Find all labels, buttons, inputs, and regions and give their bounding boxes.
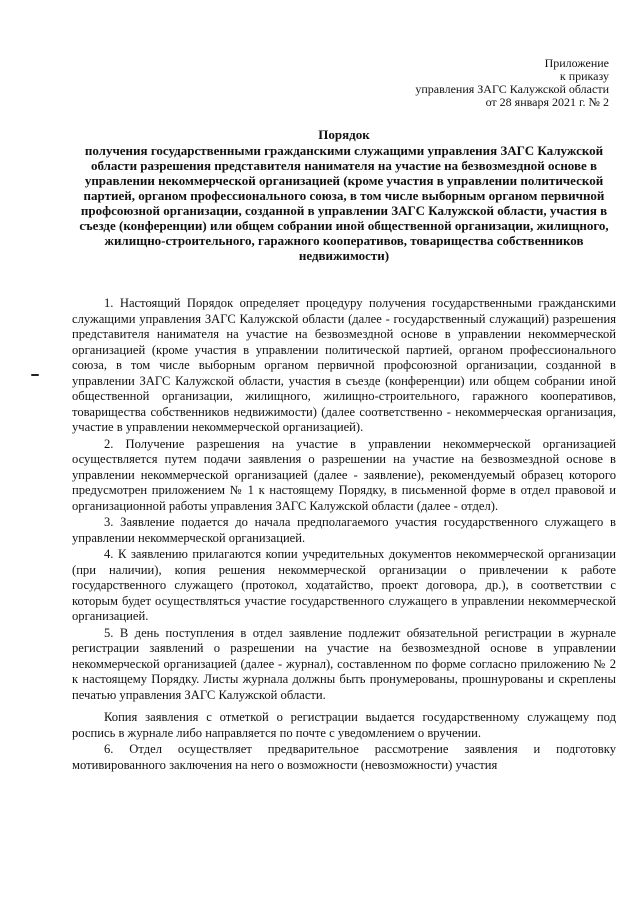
appendix-line: управления ЗАГС Калужской области	[415, 82, 609, 96]
scan-mark	[31, 374, 39, 376]
title-text: получения государственными гражданскими служащими управления ЗАГС Калужской области разрешения представителя нанимателя на участие на безвозмездной основе в управлении некоммерческой организацией (кроме участия в управлении политической партией, органом профессионального союза, в том числе выборным органом первичной профсоюзной организации, созданной в управлении ЗАГС Калужской области, участия в съезде (конференции) или общем собрании иной общественной организации, жилищного, жилищно-строительного, гаражного кооперативов, товарищества собственников недвижимости)	[79, 143, 609, 263]
paragraph: 4. К заявлению прилагаются копии учредительных документов некоммерческой организации (при наличии), копия решения некоммерческой организации о привлечении к работе государственного служащего (протокол, ходатайство, проект договора, др.), в соответствии с которым будет осуществляться участие государственного служащего в управлении некоммерческой организацией.	[72, 547, 616, 623]
paragraph: 5. В день поступления в отдел заявление подлежит обязательной регистрации в журнале регистрации заявлений о разрешении на участие на безвозмездной основе в управлении некоммерческой организацией (далее - журнал), составленном по форме согласно приложению № 2 к настоящему Порядку. Листы журнала должны быть пронумерованы, прошнурованы и скреплены печатью управления ЗАГС Калужской области.	[72, 625, 616, 702]
appendix-line: Приложение	[544, 56, 609, 70]
paragraph: 6. Отдел осуществляет предварительное рассмотрение заявления и подготовку мотивированного заключения на него о возможности (невозможности) участия	[72, 742, 616, 772]
paragraph: 1. Настоящий Порядок определяет процедуру получения государственными гражданскими служащими управления ЗАГС Калужской области (далее - государственный служащий) разрешения представителя нанимателя на участие на безвозмездной основе в управлении некоммерческой организацией (кроме участия в управлении политической партией, органом профессионального союза, в том числе выборным органом первичной профсоюзной организации, созданной в управлении ЗАГС Калужской области, участия в съезде (конференции) или общем собрании иной общественной организации, жилищного, жилищно-строительного, гаражного кооперативов, товарищества собственников недвижимости) (далее соответственно - некоммерческая организация, участие в управлении некоммерческой организацией).	[72, 296, 616, 434]
paragraph: 2. Получение разрешения на участие в управлении некоммерческой организацией осуществляется путем подачи заявления о разрешении на участие на безвозмездной основе в управлении некоммерческой организацией (далее - заявление), рекомендуемый образец которого предусмотрен приложением № 1 к настоящему Порядку, в письменной форме в отдел правовой и организационной работы управления ЗАГС Калужской области (далее - отдел).	[72, 436, 616, 513]
document-title	[74, 127, 614, 263]
appendix-line: к приказу	[559, 69, 609, 83]
paragraph: Копия заявления с отметкой о регистрации выдается государственному служащему под роспись в журнале либо направляется по почте с уведомлением о вручении.	[72, 710, 616, 740]
title-heading: Порядок	[318, 127, 370, 142]
appendix-line: от 28 января 2021 г. № 2	[485, 95, 609, 109]
document-body	[72, 296, 616, 774]
paragraph: 3. Заявление подается до начала предполагаемого участия государственного служащего в управлении некоммерческой организацией.	[72, 515, 616, 545]
appendix-block	[349, 57, 609, 109]
